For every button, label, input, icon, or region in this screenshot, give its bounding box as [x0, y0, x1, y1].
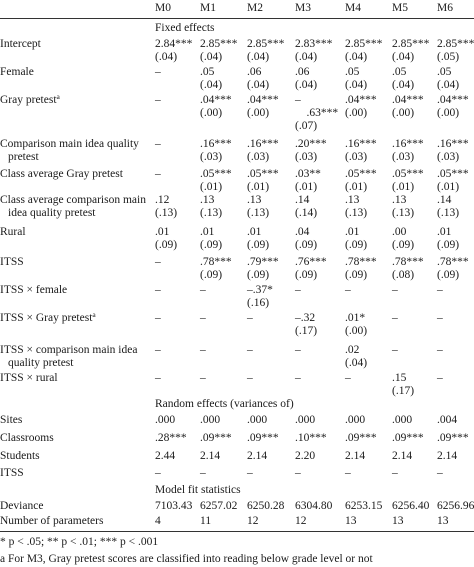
section-heading-fit: Model fit statistics [155, 484, 241, 496]
table-cell: .13 [247, 194, 262, 206]
table-cell: – [295, 344, 301, 356]
table-cell: .09*** [247, 432, 279, 444]
row-label [0, 344, 150, 370]
table-cell: (.09) [437, 239, 460, 251]
table-cell: (.09) [247, 269, 270, 281]
table-cell: 11 [200, 515, 212, 527]
row-label-line: ITSS [0, 467, 24, 479]
table-cell: (.01) [295, 181, 318, 193]
table-cell: (.13) [437, 207, 460, 219]
table-cell: (.04) [155, 51, 178, 63]
table-cell: .78*** [200, 256, 232, 268]
table-cell: .05*** [200, 168, 232, 180]
table-cell: – [247, 467, 253, 479]
table-cell: 2.83*** [295, 38, 333, 50]
table-cell: (.03) [345, 151, 368, 163]
column-header-row [0, 0, 474, 18]
table-cell: .05 [345, 66, 360, 78]
row-label [0, 194, 150, 220]
table-cell: .09*** [345, 432, 377, 444]
table-cell: (.09) [295, 269, 318, 281]
table-cell: .05 [200, 66, 215, 78]
table-cell: (.00) [247, 107, 270, 119]
table-cell: .04*** [437, 94, 469, 106]
table-cell: (.09) [437, 269, 460, 281]
table-cell: (.03) [200, 151, 223, 163]
table-cell: – [437, 372, 443, 384]
table-cell: 6250.28 [247, 500, 285, 512]
table-cell: (.05) [437, 51, 460, 63]
table-cell: .004 [437, 414, 458, 426]
footnote-marker: a [92, 310, 96, 319]
table-cell: – [155, 256, 161, 268]
table-cell: – [200, 344, 206, 356]
table-cell: – [295, 467, 301, 479]
table-cell: – [345, 284, 351, 296]
table-cell: (.03) [295, 151, 318, 163]
table-cell: – [295, 284, 301, 296]
table-cell: (.00) [392, 107, 415, 119]
row-label [0, 256, 150, 269]
table-cell: (.03) [437, 151, 460, 163]
row-label [0, 500, 150, 513]
table-cell: (.00) [345, 325, 368, 337]
table-cell: –.37* [247, 284, 273, 296]
table-cell: 2.14 [200, 450, 221, 462]
row-label [0, 94, 150, 107]
table-cell: (.13) [345, 207, 368, 219]
table-cell: .04*** [345, 94, 377, 106]
section-heading-random: Random effects (variances of) [155, 398, 294, 410]
header-rule [0, 18, 474, 19]
row-label-line: Number of parameters [0, 515, 104, 527]
table-cell: (.13) [155, 207, 178, 219]
table-cell: (.09) [295, 239, 318, 251]
bottom-rule [0, 531, 474, 532]
table-cell: .16*** [247, 138, 279, 150]
table-cell: 2.85*** [247, 38, 285, 50]
table-cell: .16*** [437, 138, 469, 150]
table-cell: .01 [345, 226, 360, 238]
table-cell: 6256.96 [437, 500, 474, 512]
row-label-line: Class average Gray pretest [0, 168, 123, 180]
table-cell: (.04) [437, 79, 460, 91]
table-cell: – [392, 312, 398, 324]
row-label [0, 372, 150, 385]
table-cell: .14 [295, 194, 310, 206]
table-cell: (.13) [392, 207, 415, 219]
table-cell: .63*** [295, 107, 339, 119]
table-cell: – [295, 94, 301, 106]
row-label-line: ITSS × Gray pretest$^a$ [0, 310, 96, 324]
row-label [0, 66, 150, 79]
table-cell: – [200, 284, 206, 296]
table-cell: (.01) [437, 181, 460, 193]
row-label-line: ITSS × rural [0, 372, 58, 384]
table-cell: .05*** [247, 168, 279, 180]
table-cell: (.01) [345, 181, 368, 193]
table-cell: – [200, 372, 206, 384]
table-cell: (.04) [295, 51, 318, 63]
table-cell: 13 [345, 515, 357, 527]
table-cell: .09*** [200, 432, 232, 444]
table-cell: 6257.02 [200, 500, 238, 512]
table-cell: (.16) [247, 297, 270, 309]
table-cell: – [392, 344, 398, 356]
table-cell: – [247, 372, 253, 384]
table-cell: – [155, 168, 161, 180]
table-cell: (.13) [247, 207, 270, 219]
table-cell: 4 [155, 515, 161, 527]
table-cell: .05*** [392, 168, 424, 180]
table-cell: .28*** [155, 432, 187, 444]
row-label [0, 138, 150, 164]
table-cell: (.07) [295, 120, 318, 132]
table-cell: (.04) [247, 79, 270, 91]
table-cell: .04 [295, 226, 310, 238]
row-label [0, 432, 150, 445]
table-cell: (.00) [200, 107, 223, 119]
table-cell: 7103.43 [155, 500, 193, 512]
table-cell: – [155, 284, 161, 296]
column-header-m5: M5 [392, 2, 408, 14]
row-label [0, 515, 150, 528]
table-cell: – [295, 372, 301, 384]
table-cell: – [437, 467, 443, 479]
table-cell: (.01) [200, 181, 223, 193]
table-cell: 2.20 [295, 450, 316, 462]
table-cell: 12 [295, 515, 307, 527]
table-cell: 13 [392, 515, 404, 527]
row-label [0, 168, 150, 181]
table-cell: .000 [247, 414, 268, 426]
table-cell: (.13) [200, 207, 223, 219]
footnote: * p < .05; ** p < .01; *** p < .001 [0, 536, 159, 548]
table-cell: .000 [345, 414, 366, 426]
row-label-line: Sites [0, 414, 23, 426]
row-label-line: Students [0, 450, 40, 462]
table-cell: .000 [200, 414, 221, 426]
row-label-line: Rural [0, 226, 26, 238]
table-cell: .10*** [295, 432, 327, 444]
table-cell: .06 [247, 66, 262, 78]
table-cell: .14 [437, 194, 452, 206]
table-cell: (.09) [247, 239, 270, 251]
table-cell: 6304.80 [295, 500, 333, 512]
table-cell: 2.14 [437, 450, 458, 462]
table-cell: (.09) [345, 269, 368, 281]
table-cell: – [155, 344, 161, 356]
table-cell: (.01) [247, 181, 270, 193]
table-cell: .16*** [345, 138, 377, 150]
row-label [0, 450, 150, 463]
table-cell: (.14) [295, 207, 318, 219]
table-cell: .04*** [200, 94, 232, 106]
table-cell: .78*** [345, 256, 377, 268]
table-cell: (.04) [392, 79, 415, 91]
table-cell: (.09) [155, 239, 178, 251]
table-cell: (.00) [345, 107, 368, 119]
table-cell: .000 [155, 414, 176, 426]
table-cell: 2.44 [155, 450, 176, 462]
row-label-line: Female [0, 66, 34, 78]
table-cell: (.17) [392, 385, 415, 397]
table-cell: – [155, 138, 161, 150]
table-cell: (.04) [247, 51, 270, 63]
row-label-line: idea quality pretest [8, 207, 96, 219]
row-label [0, 38, 150, 51]
table-cell: .15 [392, 372, 407, 384]
table-cell: (.04) [345, 79, 368, 91]
table-cell: (.04) [200, 79, 223, 91]
table-cell: 2.14 [392, 450, 413, 462]
row-label [0, 467, 150, 480]
table-cell: .05*** [437, 168, 469, 180]
row-label-line: quality pretest [8, 357, 74, 369]
table-cell: .79*** [247, 256, 279, 268]
table-cell: .06 [295, 66, 310, 78]
table-cell: – [247, 344, 253, 356]
table-cell: .04*** [247, 94, 279, 106]
table-cell: – [200, 467, 206, 479]
footnote-marker: a [56, 92, 60, 101]
table-cell: – [392, 467, 398, 479]
table-cell: .20*** [295, 138, 327, 150]
column-header-m3: M3 [295, 2, 311, 14]
row-label-line: Classrooms [0, 432, 54, 444]
table-cell: (.17) [295, 325, 318, 337]
table-cell: .000 [295, 414, 316, 426]
table-cell: .01 [247, 226, 262, 238]
table-cell: – [155, 94, 161, 106]
table-cell: .05 [437, 66, 452, 78]
table-cell: (.03) [392, 151, 415, 163]
table-cell: .09*** [437, 432, 469, 444]
table-cell: .01 [437, 226, 452, 238]
table-cell: (.09) [200, 269, 223, 281]
table-cell: .09*** [392, 432, 424, 444]
row-label [0, 312, 150, 325]
table-cell: .78*** [392, 256, 424, 268]
table-cell: .16*** [392, 138, 424, 150]
table-cell: .04*** [392, 94, 424, 106]
table-cell: (.04) [295, 79, 318, 91]
column-header-m0: M0 [155, 2, 171, 14]
row-label-line: Deviance [0, 500, 44, 512]
table-cell: 13 [437, 515, 449, 527]
row-label-line: ITSS × female [0, 284, 68, 296]
column-header-m6: M6 [437, 2, 453, 14]
footnote: a For M3, Gray pretest scores are classified into reading below grade level or not [0, 553, 373, 565]
row-label-line: Intercept [0, 38, 41, 50]
table-cell: (.03) [247, 151, 270, 163]
table-cell: (.01) [392, 181, 415, 193]
table-cell: –.32 [295, 312, 316, 324]
table-cell: .16*** [200, 138, 232, 150]
column-header-m4: M4 [345, 2, 361, 14]
table-cell: .01 [200, 226, 215, 238]
section-heading-fixed: Fixed effects [155, 22, 215, 34]
table-cell: .05*** [345, 168, 377, 180]
table-cell: 2.85*** [437, 38, 474, 50]
table-cell: .05 [392, 66, 407, 78]
table-cell: .13 [200, 194, 215, 206]
table-cell: .12 [155, 194, 170, 206]
table-cell: (.04) [200, 51, 223, 63]
table-cell: .78*** [437, 256, 469, 268]
table-cell: .01* [345, 312, 366, 324]
row-label-line: Gray pretest$^a$ [0, 92, 60, 106]
table-cell: 2.85*** [392, 38, 430, 50]
table-cell: – [345, 467, 351, 479]
table-cell: 2.84*** [155, 38, 193, 50]
table-cell: (.09) [392, 239, 415, 251]
table-cell: 2.85*** [200, 38, 238, 50]
column-header-m1: M1 [200, 2, 216, 14]
table-cell: .00 [392, 226, 407, 238]
table-cell: (.04) [345, 357, 368, 369]
table-cell: – [437, 344, 443, 356]
table-cell: .02 [345, 344, 360, 356]
table-cell: – [437, 312, 443, 324]
table-cell: (.09) [200, 239, 223, 251]
table-cell: .13 [392, 194, 407, 206]
table-cell: – [247, 312, 253, 324]
row-label-line: pretest [8, 151, 39, 163]
column-header-m2: M2 [247, 2, 263, 14]
table-cell: .000 [392, 414, 413, 426]
row-label-line: Class average comparison main [0, 194, 146, 206]
table-cell: .01 [155, 226, 170, 238]
table-cell: 12 [247, 515, 259, 527]
table-cell: .76*** [295, 256, 327, 268]
table-cell: – [155, 66, 161, 78]
table-cell: – [200, 312, 206, 324]
table-cell: – [155, 312, 161, 324]
row-label [0, 414, 150, 427]
table-cell: (.04) [345, 51, 368, 63]
table-cell: .03** [295, 168, 321, 180]
table-cell: (.04) [392, 51, 415, 63]
table-cell: 2.85*** [345, 38, 383, 50]
row-label [0, 226, 150, 239]
table-cell: – [345, 372, 351, 384]
row-label [0, 284, 150, 297]
table-cell: – [437, 284, 443, 296]
table-cell: (.08) [392, 269, 415, 281]
table-cell: (.09) [345, 239, 368, 251]
table-cell: .13 [345, 194, 360, 206]
row-label-line: ITSS [0, 256, 24, 268]
table-cell: 2.14 [345, 450, 366, 462]
row-label-line: ITSS × comparison main idea [0, 344, 138, 356]
table-cell: – [155, 467, 161, 479]
table-cell: 2.14 [247, 450, 268, 462]
table-cell: 6256.40 [392, 500, 430, 512]
table-cell: – [392, 284, 398, 296]
row-label-line: Comparison main idea quality [0, 138, 139, 150]
table-cell: (.00) [437, 107, 460, 119]
table-cell: 6253.15 [345, 500, 383, 512]
table-cell: – [155, 372, 161, 384]
